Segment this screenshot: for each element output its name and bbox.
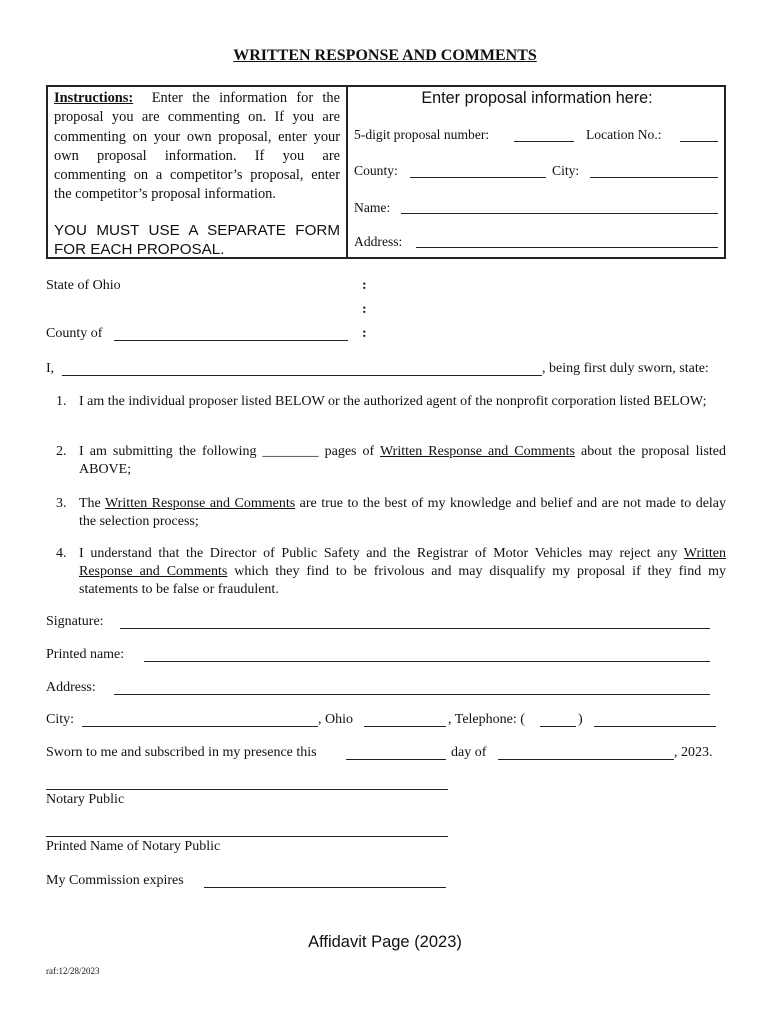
affiant-name-field[interactable] [62, 375, 542, 376]
city-label: City: [46, 712, 75, 727]
item-text [79, 545, 726, 599]
state-of-ohio-label: State of Ohio [46, 278, 121, 293]
notary-public-label: Notary Public [46, 792, 125, 807]
item-text-part: The [79, 496, 105, 511]
item-number: 2. [56, 444, 67, 459]
address-label: Address: [46, 680, 96, 695]
sworn-month-field[interactable] [498, 759, 674, 760]
printed-name-label: Printed name: [46, 647, 125, 662]
commission-expires-field[interactable] [204, 887, 446, 888]
item-number: 4. [56, 546, 67, 561]
proposal-number-field[interactable] [514, 141, 574, 142]
sworn-day-field[interactable] [346, 759, 446, 760]
oath-suffix: , being first duly sworn, state: [542, 361, 709, 376]
area-code-field[interactable] [540, 726, 576, 727]
city-field[interactable] [82, 726, 318, 727]
item-text-part: are true to the best of my knowledge and belief and are not made to delay the selection process; [79, 496, 727, 529]
proposal-info-box [46, 85, 726, 259]
venue-colon: : [362, 278, 367, 293]
year-label: , 2023. [674, 745, 713, 760]
name-label: Name: [354, 200, 391, 215]
notary-printed-name-label: Printed Name of Notary Public [46, 839, 221, 854]
county-of-label: County of [46, 326, 103, 341]
item-text [79, 495, 726, 531]
venue-colon: : [362, 326, 367, 341]
item-text [79, 443, 726, 479]
item-text-part: which they find to be frivolous and may disqualify my proposal if they find my statements to be false or fraudulent. [79, 564, 726, 597]
item-underlined-term: Written Response and Comments [79, 546, 726, 579]
page-title: WRITTEN RESPONSE AND COMMENTS [233, 47, 537, 64]
item-underlined-term: Written Response and Comments [105, 496, 296, 511]
location-number-label: Location No.: [586, 127, 662, 142]
instructions-body: Enter the information for the proposal you are commenting on. If you are commenting on your own proposal, enter your own proposal information. If you are commenting on a competitor’s proposal, enter the competitor’s proposal information. [54, 90, 341, 203]
affidavit-page-title: Affidavit Page (2023) [308, 933, 462, 951]
city-label: City: [552, 163, 580, 178]
item-text: I am the individual proposer listed BELOW or the authorized agent of the nonprofit corporation listed BELOW; [79, 394, 707, 409]
name-field[interactable] [401, 213, 718, 214]
sworn-label: Sworn to me and subscribed in my presence this [46, 745, 317, 760]
instructions-text [54, 89, 340, 205]
signature-field[interactable] [120, 628, 710, 629]
item-number: 1. [56, 394, 67, 409]
address-field[interactable] [114, 694, 710, 695]
ohio-label: , Ohio [318, 712, 353, 727]
notary-printed-name-field[interactable] [46, 836, 448, 837]
item-text-part: about the proposal listed ABOVE; [79, 444, 726, 477]
county-of-field[interactable] [114, 340, 348, 341]
county-field[interactable] [410, 177, 546, 178]
item-underlined-term: Written Response and Comments [380, 444, 575, 459]
telephone-label: , Telephone: ( [448, 712, 525, 727]
box-divider [346, 87, 348, 257]
item-text-part: I understand that the Director of Public Safety and the Registrar of Motor Vehicles may reject any [79, 546, 684, 561]
location-number-field[interactable] [680, 141, 718, 142]
proposal-info-heading: Enter proposal information here: [421, 89, 653, 107]
signature-label: Signature: [46, 614, 104, 629]
item-number: 3. [56, 496, 67, 511]
proposal-number-label: 5-digit proposal number: [354, 127, 490, 142]
address-field[interactable] [416, 247, 718, 248]
notary-signature-field[interactable] [46, 789, 448, 790]
telephone-field[interactable] [594, 726, 716, 727]
item-text-part: I am submitting the following ________ pages of [79, 444, 381, 459]
commission-expires-label: My Commission expires [46, 873, 184, 888]
instructions-label: Instructions: [54, 90, 134, 106]
printed-name-field[interactable] [144, 661, 710, 662]
county-label: County: [354, 163, 398, 178]
day-of-label: day of [451, 745, 487, 760]
telephone-close-paren: ) [578, 712, 583, 727]
zip-field[interactable] [364, 726, 446, 727]
separate-form-warning: YOU MUST USE A SEPARATE FORM FOR EACH PROPOSAL. [54, 222, 340, 258]
venue-colon: : [362, 302, 367, 317]
oath-prefix: I, [46, 361, 55, 376]
city-field[interactable] [590, 177, 718, 178]
address-label: Address: [354, 234, 403, 249]
revision-code: raf:12/28/2023 [46, 966, 100, 976]
